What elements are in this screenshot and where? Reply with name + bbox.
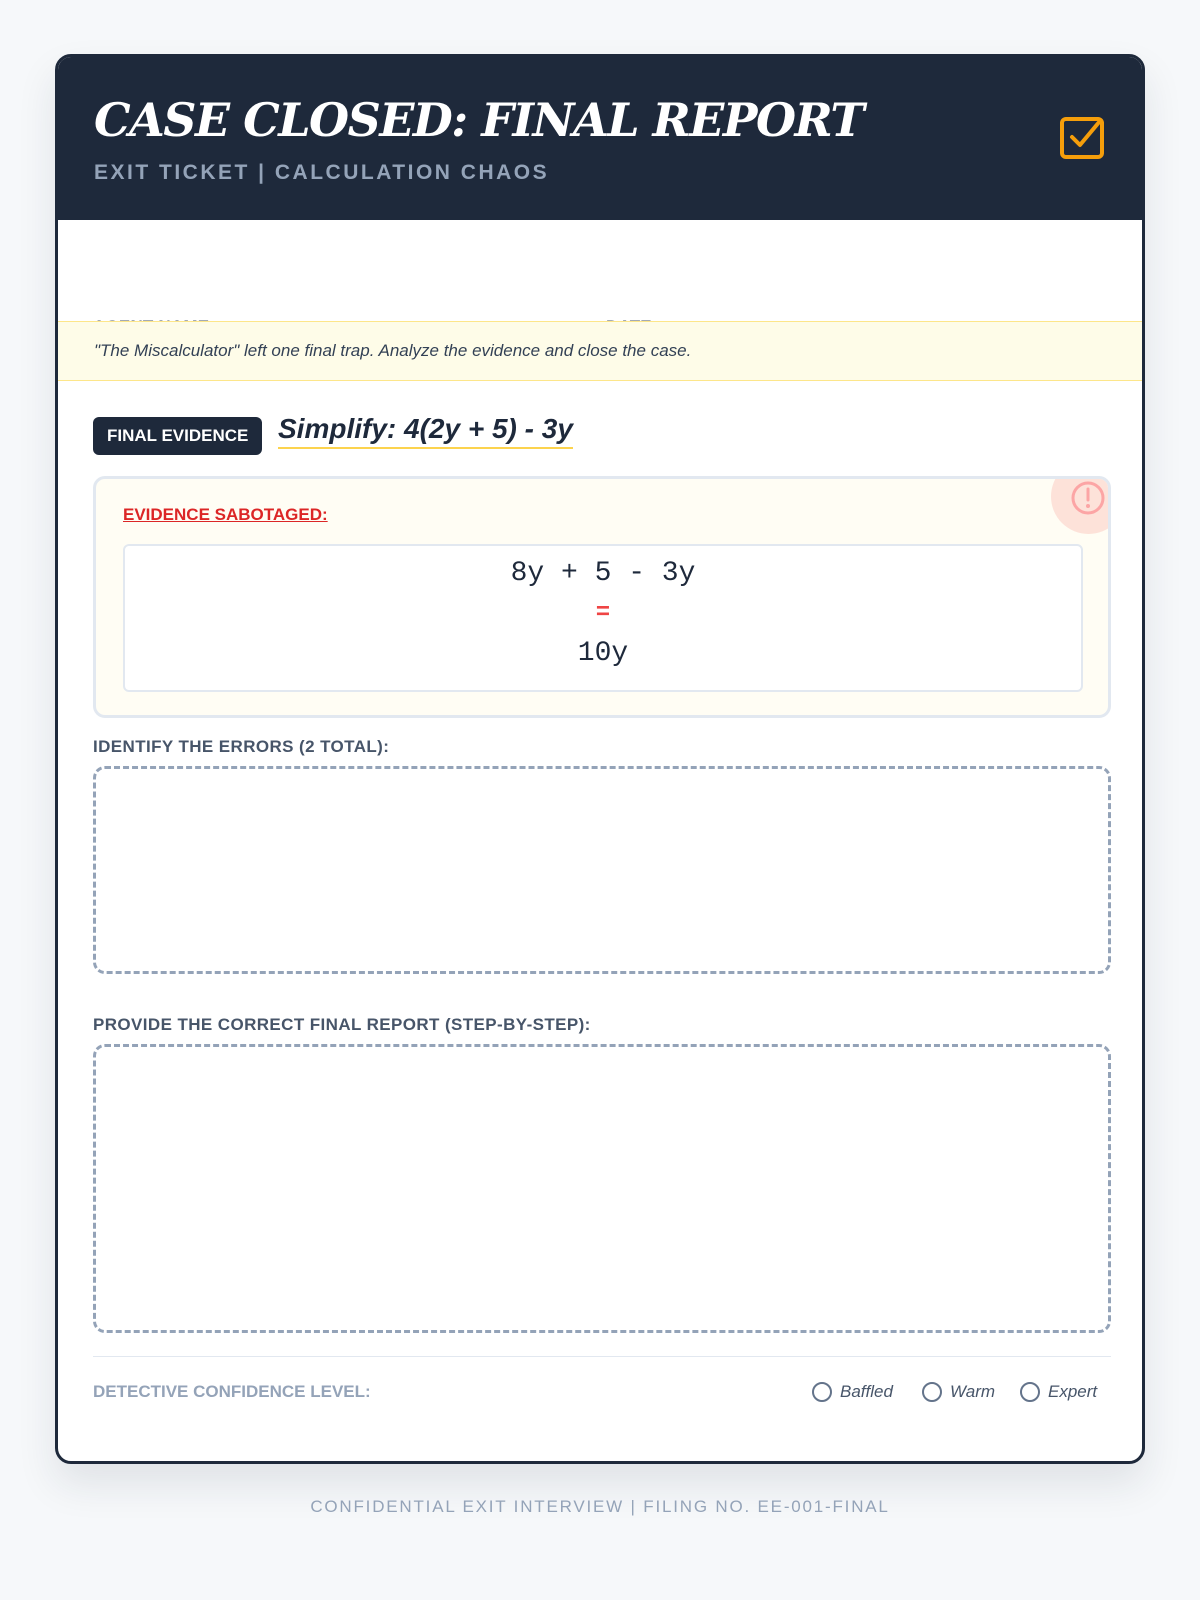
evidence-sabotaged-label: EVIDENCE SABOTAGED: [123,505,328,524]
sabotaged-evidence-panel [93,476,1111,718]
radio-icon[interactable] [922,1382,942,1402]
report-header [58,57,1142,220]
errors-answer-box[interactable] [93,766,1111,974]
errors-label: IDENTIFY THE ERRORS (2 TOTAL): [93,737,390,756]
work-line-1: 8y + 5 - 3y [510,558,696,589]
notice-text: "The Miscalculator" left one final trap. Analyze the evidence and close the case. [94,341,692,360]
divider [93,1356,1111,1357]
confidence-label: DETECTIVE CONFIDENCE LEVEL: [93,1382,371,1401]
radio-icon[interactable] [812,1382,832,1402]
report-label: PROVIDE THE CORRECT FINAL REPORT (STEP-BY-STEP): [93,1015,591,1034]
work-line-2: 10y [577,638,629,669]
confidence-option-warm[interactable] [922,1381,995,1403]
checkbox-icon [1058,113,1108,163]
final-evidence-badge: FINAL EVIDENCE [93,417,262,455]
page-subtitle: EXIT TICKET | CALCULATION CHAOS [94,161,550,184]
report-answer-box[interactable] [93,1044,1111,1333]
option-label: Baffled [840,1382,893,1401]
footer-text: CONFIDENTIAL EXIT INTERVIEW | FILING NO. EE-001-FINAL [310,1497,890,1516]
problem-statement: Simplify: 4(2y + 5) - 3y [278,411,573,449]
work-equals: = [595,600,611,627]
option-label: Warm [950,1382,996,1401]
option-label: Expert [1048,1382,1098,1401]
radio-icon[interactable] [1020,1382,1040,1402]
page-title: CASE CLOSED: FINAL REPORT [94,93,864,147]
confidence-option-expert[interactable] [1020,1381,1097,1403]
case-notice [58,321,1142,381]
exit-ticket-card [55,54,1145,1464]
sabotaged-work [123,544,1083,692]
alert-icon [1066,476,1110,520]
confidence-option-baffled[interactable] [812,1381,893,1403]
